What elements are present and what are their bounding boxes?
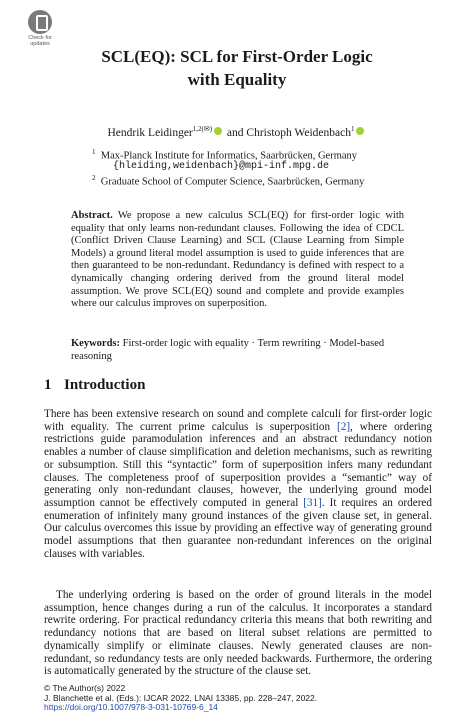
abstract-label: Abstract. xyxy=(71,210,113,221)
affiliation-1: $^1$ Max-Planck Institute for Informatics, Saarbrücken, Germany xyxy=(92,148,358,162)
citation-link[interactable]: [31] xyxy=(303,496,322,509)
paper-title-line2: with Equality xyxy=(187,70,287,89)
author-line xyxy=(0,125,474,139)
author-1-sup: 1,2(✉) xyxy=(192,125,213,133)
affiliation-2: $^2$ Graduate School of Computer Science, Saarbrücken, Germany xyxy=(92,174,365,188)
email-address[interactable]: {hleiding,weidenbach}@mpi-inf.mpg.de xyxy=(113,161,330,172)
footer xyxy=(44,684,317,713)
keywords-text: First-order logic with equality · Term rewriting · Model-based reasoning xyxy=(71,338,385,362)
copyright: © The Author(s) 2022 xyxy=(44,683,126,693)
paper-title-line1: SCL(EQ): SCL for First-Order Logic xyxy=(101,47,373,66)
keywords xyxy=(71,337,404,363)
citation-link[interactable]: [2] xyxy=(337,420,351,433)
section-heading: 1 Introduction xyxy=(44,377,146,393)
orcid-icon[interactable] xyxy=(214,127,222,135)
orcid-icon[interactable] xyxy=(356,127,364,135)
doi-link[interactable]: https://doi.org/10.1007/978-3-031-10769-6_14 xyxy=(44,702,218,712)
abstract-text: We propose a new calculus SCL(EQ) for first-order logic with equality that only learns non-redundant clauses. Following the idea of CDCL (Conflict Driven Clause Learning) and SCL (Clause Learning from Simple Models) a ground literal model assumption is used to guide inferences that are then guaranteed to be non-redundant. Redundancy is defined with respect to a dynamically changing ordering derived from the ground literal model assumption. We prove SCL(EQ) sound and complete and provide examples where our calculus improves on superposition. xyxy=(71,210,404,310)
paragraph-2: The underlying ordering is based on the order of ground literals in the model assumption, hence changes during a run of the calculus. It incorporates a standard rewrite ordering. For practical redundancy criteria this means that both rewriting and redundancy notions that are based on literal subset relations are permitted to dynamically simplify or eliminate clauses. Newly generated clauses are non-redundant, so redundancy tests are only needed backwards. Furthermore, the ordering is automatically generated by the structure of the clause set. xyxy=(44,589,432,678)
keywords-label: Keywords: xyxy=(71,338,120,349)
bookmark-icon xyxy=(28,10,52,34)
author-1: Hendrik Leidinger xyxy=(107,126,193,139)
paragraph-1: There has been extensive research on sound and complete calculi for first-order logic with equality. The current prime calculus is superposition [2], where ordering restrictions guide paramodulation inferences and an abstract redundancy notion enables a number of clause simplification and deletion mechanisms, such as rewriting or subsumption. Still this “syntactic” form of superposition infers many redundant clauses. The completeness proof of superposition provides a “semantic” way of generating only non-redundant clauses, however, the underlying ground model assumption cannot be effectively computed in general [31]. It requires an ordered enumeration of infinitely many ground instances of the given clause set, in general. Our calculus overcomes this issue by providing an effective way of generating ground model assumptions that then guarantee non-redundant inferences on the original clauses with variables. xyxy=(44,408,432,560)
author-2: and Christoph Weidenbach xyxy=(224,126,351,139)
badge-label: Check for updates xyxy=(28,35,52,47)
abstract xyxy=(71,210,404,311)
author-2-sup: 1 xyxy=(350,125,355,133)
citation: J. Blanchette et al. (Eds.): IJCAR 2022, LNAI 13385, pp. 228–247, 2022. xyxy=(44,692,318,703)
